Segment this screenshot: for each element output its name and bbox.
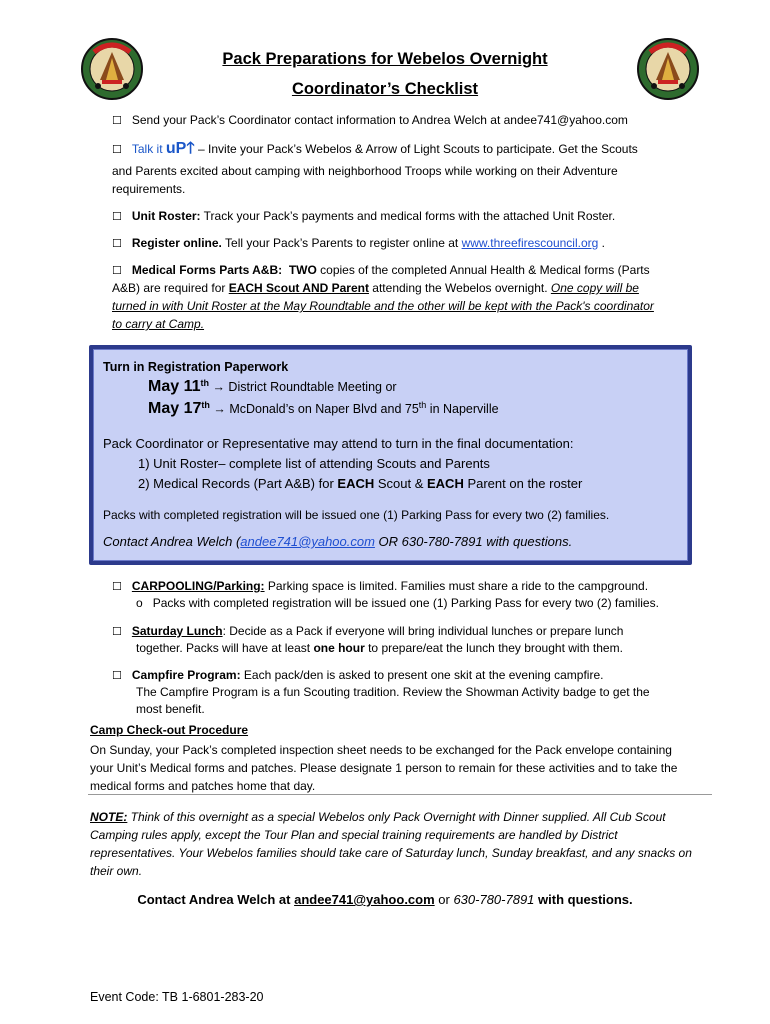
checkout-heading: Camp Check-out Procedure [90,723,249,737]
checkout-line3: medical forms and patches home that day. [90,779,316,793]
council-website-link[interactable]: www.threefirescouncil.org [461,236,599,250]
event-code: Event Code: TB 1-6801-283-20 [90,990,264,1004]
checkout-line2: your Unit’s Medical forms and patches. Please designate 1 person to remain for these activities and to take the [90,761,678,775]
panel-parking-text: Packs with completed registration will be issued one (1) Parking Pass for every two (2) families. [103,508,610,522]
register-text: Tell your Pack’s Parents to register online at [221,236,462,250]
checklist-item-carpool [112,578,648,595]
panel-date1: May 11th → District Roundtable Meeting or [148,378,397,396]
medical-italic2: turned in with Unit Roster at the May Roundtable and the other will be kept with the Pack's coordinator [112,299,654,313]
checkout-line1: On Sunday, your Pack’s completed inspection sheet needs to be exchanged for the Pack envelope containing [90,743,672,757]
lunch-text1: : Decide as a Pack if everyone will bring individual lunches or prepare lunch [222,624,624,638]
campfire-text1: Each pack/den is asked to present one skit at the evening campfire. [240,668,604,682]
panel-email-link[interactable]: andee741@yahoo.com [240,534,375,549]
checkbox-icon[interactable]: ☐ [112,580,122,593]
checkbox-icon[interactable]: ☐ [112,114,122,127]
checklist-item-contact [112,112,628,129]
campfire-label: Campfire Program: [131,668,241,682]
medical-text1: copies of the completed Annual Health & Medical forms (Parts [316,263,650,277]
note-line4: their own. [90,864,143,878]
carpool-label: CARPOOLING/Parking: [131,579,265,593]
checkbox-icon[interactable]: ☐ [112,210,122,223]
bullet-icon: o [136,596,143,610]
talk-text-line2: and Parents excited about camping with neighborhood Troops while working on their Adventure [112,164,618,178]
registration-panel [89,345,692,565]
note-line2: Camping rules apply, except the Tour Plan and special training requirements are handled by District [90,828,618,842]
campfire-text3: most benefit. [136,702,205,716]
contact-email-link[interactable]: andee741@yahoo.com [294,892,435,907]
campfire-text2: The Campfire Program is a fun Scouting tradition. Review the Showman Activity badge to get the [136,685,650,699]
checkbox-icon[interactable]: ☐ [112,143,122,156]
checkbox-icon[interactable]: ☐ [112,237,122,250]
panel-list-item-1: 1) Unit Roster– complete list of attending Scouts and Parents [138,456,490,471]
medical-each-emphasis: EACH Scout AND Parent [228,281,369,295]
note-line1: NOTE: Think of this overnight as a special Webelos only Pack Overnight with Dinner supplied. All Cub Scout [90,810,666,824]
register-end: . [598,236,605,250]
talk-text-line1: – Invite your Pack’s Webelos & Arrow of Light Scouts to participate. Get the Scouts [194,142,638,156]
checkbox-icon[interactable]: ☐ [112,264,122,277]
panel-date2: May 17th → McDonald’s on Naper Blvd and 75th in Naperville [148,400,499,418]
medical-label: Medical Forms Parts A&B: [131,263,283,277]
register-label: Register online. [131,236,222,250]
up-arrow-icon: 🡑 [186,140,195,157]
checkbox-icon[interactable]: ☐ [112,669,122,682]
page-subtitle: Coordinator’s Checklist [291,80,479,98]
page-title: Pack Preparations for Webelos Overnight [222,50,548,68]
roster-label: Unit Roster: [131,209,201,223]
note-line3: representatives. Your Webelos families should take care of Saturday lunch, Sunday breakfast, and any snacks on [90,846,692,860]
panel-heading: Turn in Registration Paperwork [103,360,289,374]
medical-line2: A&B) are required for EACH Scout AND Parent attending the Webelos overnight. One copy will be [112,281,639,295]
talk-text-line3: requirements. [112,182,186,196]
checklist-item-talk [112,140,638,158]
checklist-item-medical [112,262,650,279]
council-logo-left [80,36,144,102]
panel-coord-text: Pack Coordinator or Representative may attend to turn in the final documentation: [103,436,574,451]
medical-two: TWO [288,263,317,277]
contact-line: Contact Andrea Welch at andee741@yahoo.com or 630-780-7891 with questions. [137,892,633,907]
checklist-item-register [112,235,605,252]
checklist-item-lunch [112,623,623,640]
talk-it-up-label: Talk it uP🡑 [131,140,195,157]
roster-text: Track your Pack’s payments and medical forms with the attached Unit Roster. [200,209,616,223]
item-contact-text: Send your Pack’s Coordinator contact information to Andrea Welch at andee741@yahoo.com [131,113,628,127]
contact-phone: 630-780-7891 [453,892,535,907]
carpool-sub-item: o Packs with completed registration will be issued one (1) Parking Pass for every two (2) families. [136,596,659,610]
medical-italic1: One copy will be [550,281,639,295]
divider [88,794,712,795]
panel-contact: Contact Andrea Welch (andee741@yahoo.com OR 630-780-7891 with questions. [103,534,573,549]
note-label: NOTE: [90,810,128,824]
checkbox-icon[interactable]: ☐ [112,625,122,638]
lunch-text2: together. Packs will have at least one hour to prepare/eat the lunch they brought with them. [136,641,623,655]
carpool-text: Parking space is limited. Families must share a ride to the campground. [264,579,649,593]
checklist-item-roster [112,208,615,225]
council-logo-right [636,36,700,102]
lunch-label: Saturday Lunch [131,624,223,638]
checklist-item-campfire [112,667,603,684]
panel-list-item-2: 2) Medical Records (Part A&B) for EACH Scout & EACH Parent on the roster [138,476,583,491]
medical-italic3: to carry at Camp. [112,317,205,331]
